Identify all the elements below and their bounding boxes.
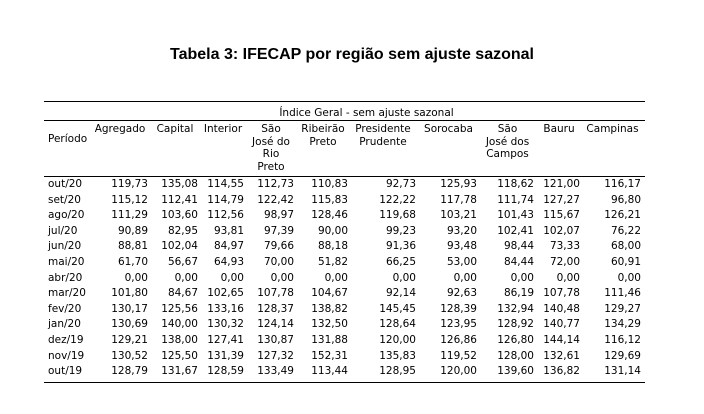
table-cell: 0,00 xyxy=(220,271,244,284)
row-period: jul/20 xyxy=(48,224,78,237)
row-period: fev/20 xyxy=(48,302,82,315)
table-cell: 73,33 xyxy=(549,240,580,253)
table-cell: 66,25 xyxy=(385,256,416,268)
table-cell: 112,56 xyxy=(207,209,244,222)
table-cell: 84,44 xyxy=(503,256,534,268)
table-cell: 138,82 xyxy=(311,302,348,315)
table-cell: 132,94 xyxy=(497,302,534,315)
table-cell: 51,82 xyxy=(317,256,348,268)
table-cell: 125,50 xyxy=(161,349,198,362)
table-cell: 103,21 xyxy=(440,209,477,222)
row-period: mai/20 xyxy=(48,256,85,268)
table-cell: 131,39 xyxy=(207,349,244,362)
table-cell: 118,62 xyxy=(497,178,534,190)
table-cell: 135,83 xyxy=(379,349,416,362)
table-cell: 139,60 xyxy=(497,365,534,378)
table-cell: 127,41 xyxy=(207,334,244,346)
column-header: Bauru xyxy=(543,123,575,135)
table-cell: 117,78 xyxy=(440,193,477,206)
table-cell: 132,50 xyxy=(311,318,348,331)
row-period: nov/19 xyxy=(48,349,85,362)
row-period: abr/20 xyxy=(48,271,83,284)
table-cell: 136,82 xyxy=(543,365,580,378)
table-cell: 138,00 xyxy=(161,334,198,346)
row-period: out/20 xyxy=(48,178,83,190)
table-cell: 110,83 xyxy=(311,178,348,190)
column-header: Sorocaba xyxy=(424,123,473,135)
header-rule xyxy=(44,176,645,177)
table-cell: 88,18 xyxy=(317,240,348,253)
table-cell: 130,32 xyxy=(207,318,244,331)
table-cell: 76,22 xyxy=(610,224,641,237)
table-cell: 124,14 xyxy=(257,318,294,331)
column-header: São José dos Campos xyxy=(485,123,530,160)
table-cell: 128,92 xyxy=(497,318,534,331)
table-cell: 125,56 xyxy=(161,302,198,315)
row-period: mar/20 xyxy=(48,287,86,300)
table-cell: 121,00 xyxy=(543,178,580,190)
table-cell: 98,44 xyxy=(503,240,534,253)
table-cell: 130,69 xyxy=(111,318,148,331)
table-cell: 101,80 xyxy=(111,287,148,300)
table-cell: 129,27 xyxy=(604,302,641,315)
table-cell: 123,95 xyxy=(440,318,477,331)
table-cell: 120,00 xyxy=(379,334,416,346)
table-cell: 127,27 xyxy=(543,193,580,206)
column-header: São José do Rio Preto xyxy=(252,123,290,173)
table-cell: 0,00 xyxy=(174,271,198,284)
table-cell: 0,00 xyxy=(556,271,580,284)
table-cell: 127,32 xyxy=(257,349,294,362)
table-cell: 134,29 xyxy=(604,318,641,331)
group-header: Índice Geral - sem ajuste sazonal xyxy=(279,107,454,119)
column-header: Campinas xyxy=(586,123,639,135)
row-period: dez/19 xyxy=(48,334,84,346)
table-cell: 98,97 xyxy=(263,209,294,222)
column-header: Interior xyxy=(203,123,243,135)
table-cell: 0,00 xyxy=(617,271,641,284)
table-cell: 120,00 xyxy=(440,365,477,378)
period-header: Período xyxy=(48,133,88,145)
table-cell: 112,73 xyxy=(257,178,294,190)
table-cell: 53,00 xyxy=(446,256,477,268)
table-cell: 102,65 xyxy=(207,287,244,300)
table-cell: 90,00 xyxy=(317,224,348,237)
table-cell: 130,87 xyxy=(257,334,294,346)
table-cell: 102,04 xyxy=(161,240,198,253)
table-cell: 126,21 xyxy=(604,209,641,222)
table-cell: 128,37 xyxy=(257,302,294,315)
table-cell: 111,29 xyxy=(111,209,148,222)
table-cell: 88,81 xyxy=(117,240,148,253)
table-cell: 115,67 xyxy=(543,209,580,222)
table-cell: 125,93 xyxy=(440,178,477,190)
table-cell: 0,00 xyxy=(510,271,534,284)
table-cell: 145,45 xyxy=(379,302,416,315)
table-cell: 82,95 xyxy=(167,224,198,237)
top-rule xyxy=(44,101,645,102)
table-cell: 93,20 xyxy=(446,224,477,237)
table-cell: 131,14 xyxy=(604,365,641,378)
table-cell: 119,68 xyxy=(379,209,416,222)
column-header: Capital xyxy=(156,123,194,135)
table-cell: 96,80 xyxy=(610,193,641,206)
table-cell: 0,00 xyxy=(270,271,294,284)
table-cell: 90,89 xyxy=(117,224,148,237)
table-cell: 130,17 xyxy=(111,302,148,315)
table-cell: 126,86 xyxy=(440,334,477,346)
table-cell: 0,00 xyxy=(324,271,348,284)
table-cell: 97,39 xyxy=(263,224,294,237)
table-cell: 111,74 xyxy=(497,193,534,206)
table-cell: 64,93 xyxy=(213,256,244,268)
table-cell: 132,61 xyxy=(543,349,580,362)
table-cell: 101,43 xyxy=(497,209,534,222)
table-cell: 61,70 xyxy=(117,256,148,268)
table-cell: 92,63 xyxy=(446,287,477,300)
table-cell: 140,77 xyxy=(543,318,580,331)
column-header: Ribeirão Preto xyxy=(301,123,345,148)
table-cell: 122,42 xyxy=(257,193,294,206)
table-cell: 128,79 xyxy=(111,365,148,378)
table-cell: 84,97 xyxy=(213,240,244,253)
table-cell: 152,31 xyxy=(311,349,348,362)
table-cell: 92,14 xyxy=(385,287,416,300)
table-cell: 72,00 xyxy=(549,256,580,268)
table-cell: 0,00 xyxy=(453,271,477,284)
table-cell: 130,52 xyxy=(111,349,148,362)
row-period: out/19 xyxy=(48,365,83,378)
bottom-rule xyxy=(44,382,645,383)
table-cell: 128,95 xyxy=(379,365,416,378)
table-cell: 56,67 xyxy=(167,256,198,268)
table-cell: 0,00 xyxy=(392,271,416,284)
table-cell: 122,22 xyxy=(379,193,416,206)
table-cell: 102,41 xyxy=(497,224,534,237)
table-cell: 79,66 xyxy=(263,240,294,253)
group-header-rule xyxy=(44,120,645,121)
row-period: jun/20 xyxy=(48,240,82,253)
table-cell: 115,12 xyxy=(111,193,148,206)
table-cell: 119,73 xyxy=(111,178,148,190)
table-cell: 128,46 xyxy=(311,209,348,222)
table-cell: 128,00 xyxy=(497,349,534,362)
table-cell: 107,78 xyxy=(257,287,294,300)
row-period: jan/20 xyxy=(48,318,81,331)
table-cell: 116,17 xyxy=(604,178,641,190)
table-cell: 128,64 xyxy=(379,318,416,331)
table-cell: 128,59 xyxy=(207,365,244,378)
table-cell: 128,39 xyxy=(440,302,477,315)
table-cell: 104,67 xyxy=(311,287,348,300)
table-cell: 115,83 xyxy=(311,193,348,206)
table-cell: 131,88 xyxy=(311,334,348,346)
table-cell: 93,48 xyxy=(446,240,477,253)
table-cell: 114,55 xyxy=(207,178,244,190)
table-cell: 129,21 xyxy=(111,334,148,346)
table-cell: 91,36 xyxy=(385,240,416,253)
table-title: Tabela 3: IFECAP por região sem ajuste sazonal xyxy=(170,46,534,63)
table-cell: 107,78 xyxy=(543,287,580,300)
table-cell: 129,69 xyxy=(604,349,641,362)
table-cell: 99,23 xyxy=(385,224,416,237)
table-cell: 135,08 xyxy=(161,178,198,190)
table-cell: 140,00 xyxy=(161,318,198,331)
table-cell: 92,73 xyxy=(385,178,416,190)
table-cell: 140,48 xyxy=(543,302,580,315)
table-cell: 144,14 xyxy=(543,334,580,346)
table-cell: 133,49 xyxy=(257,365,294,378)
column-header: Agregado xyxy=(94,123,146,135)
table-cell: 60,91 xyxy=(610,256,641,268)
table-cell: 68,00 xyxy=(610,240,641,253)
column-header: Presidente Prudente xyxy=(355,123,411,148)
row-period: set/20 xyxy=(48,193,81,206)
table-cell: 114,79 xyxy=(207,193,244,206)
table-cell: 119,52 xyxy=(440,349,477,362)
table-cell: 0,00 xyxy=(124,271,148,284)
table-cell: 131,67 xyxy=(161,365,198,378)
table-cell: 116,12 xyxy=(604,334,641,346)
row-period: ago/20 xyxy=(48,209,85,222)
table-cell: 84,67 xyxy=(167,287,198,300)
table-cell: 103,60 xyxy=(161,209,198,222)
table-cell: 133,16 xyxy=(207,302,244,315)
table-cell: 86,19 xyxy=(503,287,534,300)
table-cell: 102,07 xyxy=(543,224,580,237)
table-cell: 113,44 xyxy=(311,365,348,378)
table-cell: 93,81 xyxy=(213,224,244,237)
table-cell: 112,41 xyxy=(161,193,198,206)
table-cell: 126,80 xyxy=(497,334,534,346)
table-cell: 111,46 xyxy=(604,287,641,300)
table-cell: 70,00 xyxy=(263,256,294,268)
